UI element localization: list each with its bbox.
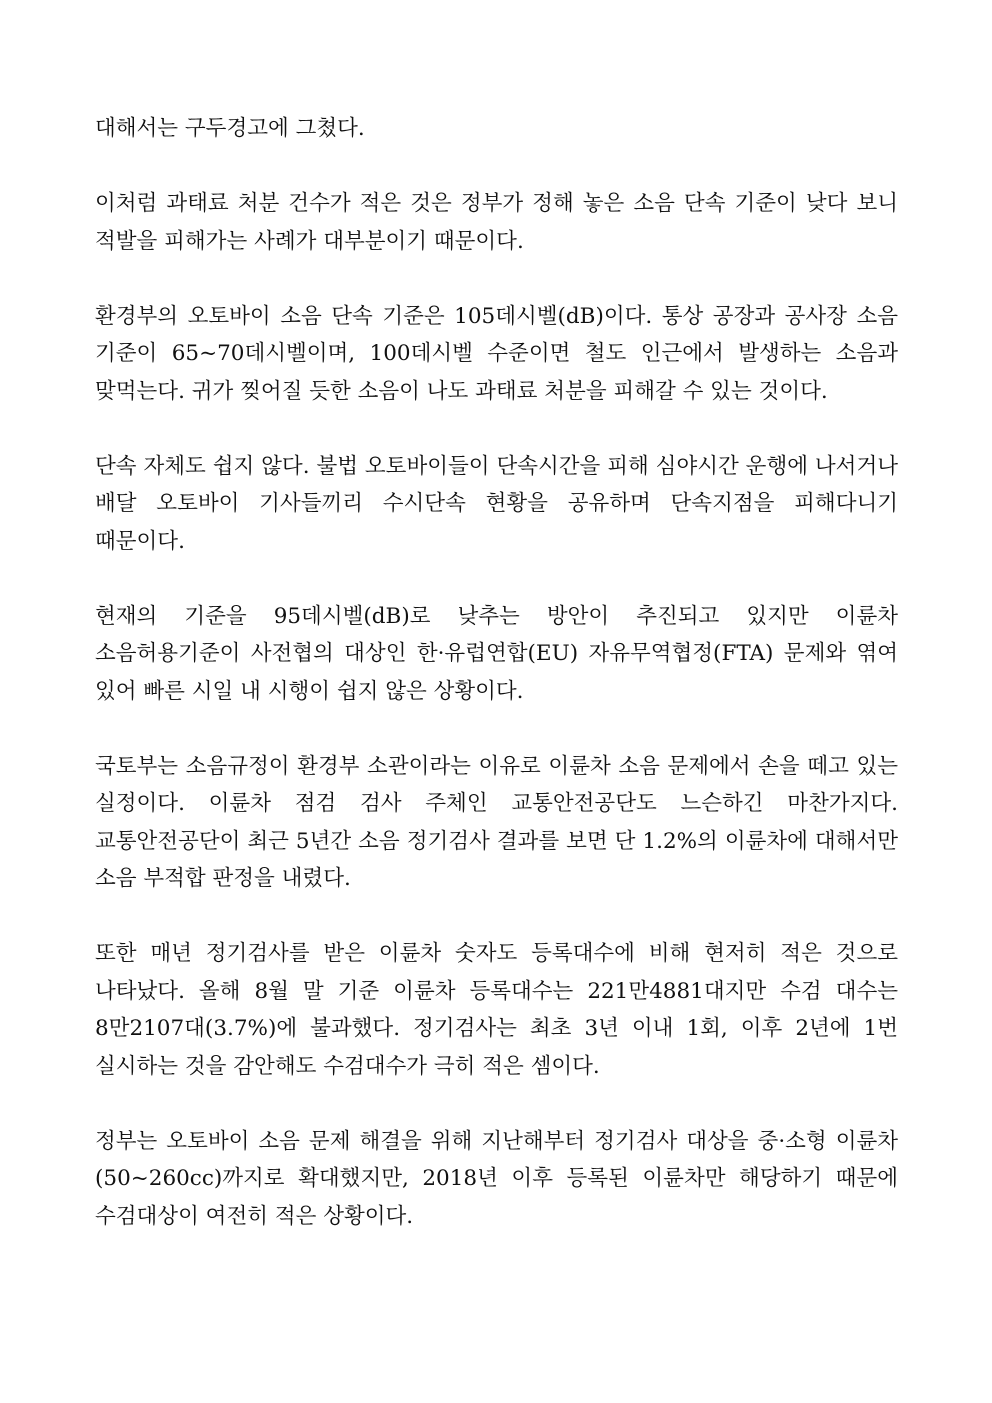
- article-body: [95, 110, 898, 1235]
- paragraph: 대해서는 구두경고에 그쳤다.: [95, 116, 365, 141]
- paragraph: 환경부의 오토바이 소음 단속 기준은 105데시벨(dB)이다. 통상 공장과 공사장 소음 기준이 65~70데시벨이며, 100데시벨 수준이면 철도 인근에서 발생하는 소음과 맞먹는다. 귀가 찢어질 듯한 소음이 나도 과태료 처분을 피해갈 수 있는 것이다.: [95, 303, 898, 404]
- paragraph: 국토부는 소음규정이 환경부 소관이라는 이유로 이륜차 소음 문제에서 손을 떼고 있는 실정이다. 이륜차 점검 검사 주체인 교통안전공단도 느슨하긴 마찬가지다. 교통안전공단이 최근 5년간 소음 정기검사 결과를 보면 단 1.2%의 이륜차에 대해서만 소음 부적합 판정을 내렸다.: [95, 753, 898, 891]
- paragraph: 정부는 오토바이 소음 문제 해결을 위해 지난해부터 정기검사 대상을 중·소형 이륜차(50~260cc)까지로 확대했지만, 2018년 이후 등록된 이륜차만 해당하기 때문에 수검대상이 여전히 적은 상황이다.: [95, 1128, 898, 1229]
- paragraph: 단속 자체도 쉽지 않다. 불법 오토바이들이 단속시간을 피해 심야시간 운행에 나서거나 배달 오토바이 기사들끼리 수시단속 현황을 공유하며 단속지점을 피해다니기 때문이다.: [95, 453, 898, 554]
- paragraph: 현재의 기준을 95데시벨(dB)로 낮추는 방안이 추진되고 있지만 이륜차 소음허용기준이 사전협의 대상인 한·유럽연합(EU) 자유무역협정(FTA) 문제와 엮여 있어 빠른 시일 내 시행이 쉽지 않은 상황이다.: [95, 603, 898, 704]
- paragraph: 이처럼 과태료 처분 건수가 적은 것은 정부가 정해 놓은 소음 단속 기준이 낮다 보니 적발을 피해가는 사례가 대부분이기 때문이다.: [95, 191, 898, 254]
- paragraph: 또한 매년 정기검사를 받은 이륜차 숫자도 등록대수에 비해 현저히 적은 것으로 나타났다. 올해 8월 말 기준 이륜차 등록대수는 221만4881대지만 수검 대수는 8만2107대(3.7%)에 불과했다. 정기검사는 최초 3년 이내 1회, 이후 2년에 1번 실시하는 것을 감안해도 수검대수가 극히 적은 셈이다.: [95, 941, 898, 1079]
